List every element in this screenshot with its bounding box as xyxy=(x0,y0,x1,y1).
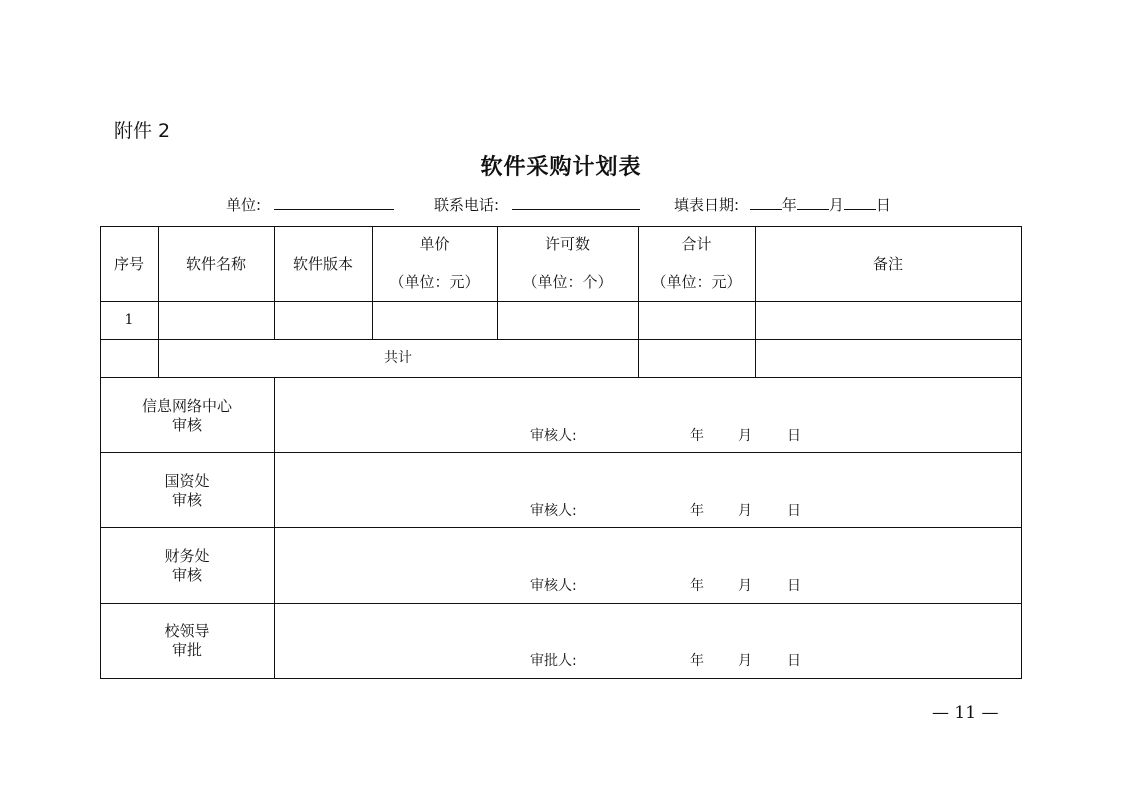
approver-label: 审批人: xyxy=(530,653,577,669)
phone-blank xyxy=(512,195,640,210)
review-action-label: 审核 xyxy=(171,491,202,509)
year-blank xyxy=(750,195,782,210)
review-month: 月 xyxy=(738,578,752,594)
review-month: 月 xyxy=(738,503,752,519)
review-day: 日 xyxy=(787,653,801,669)
header-unit-price-unit: （单位：元） xyxy=(389,273,480,291)
col-divider xyxy=(274,377,275,679)
review-year: 年 xyxy=(690,503,704,519)
date-label: 填表日期: xyxy=(674,196,740,214)
header-total: 合计 xyxy=(681,235,712,253)
sum-label: 共计 xyxy=(384,350,412,366)
unit-price-cell[interactable] xyxy=(372,301,497,339)
review-day: 日 xyxy=(787,578,801,594)
total-cell[interactable] xyxy=(638,301,755,339)
reviewer-label: 审核人: xyxy=(530,578,577,594)
attachment-label: 附件 2 xyxy=(114,120,171,142)
review-dept-label: 国资处 xyxy=(164,472,210,490)
header-license-count: 许可数 xyxy=(544,235,590,253)
day-label: 日 xyxy=(875,196,891,214)
review-dept-label: 信息网络中心 xyxy=(141,397,232,415)
review-month: 月 xyxy=(738,428,752,444)
reviewer-label: 审核人: xyxy=(530,503,577,519)
review-action-label: 审核 xyxy=(171,566,202,584)
header-software-version: 软件版本 xyxy=(292,254,353,273)
review-dept-label: 校领导 xyxy=(164,622,210,640)
date-field xyxy=(674,194,891,215)
reviewer-label: 审核人: xyxy=(530,428,577,444)
unit-label: 单位: xyxy=(226,196,262,214)
row-divider xyxy=(100,527,1022,528)
review-action-label: 审核 xyxy=(171,416,202,434)
table-border-right xyxy=(1021,226,1022,679)
header-license-count-unit: （单位：个） xyxy=(522,273,613,291)
software-version-cell[interactable] xyxy=(274,301,372,339)
header-seq: 序号 xyxy=(113,254,144,273)
form-title: 软件采购计划表 xyxy=(480,155,642,180)
month-blank xyxy=(797,195,829,210)
row-divider xyxy=(100,452,1022,453)
review-month: 月 xyxy=(738,653,752,669)
row-divider xyxy=(100,603,1022,604)
review-year: 年 xyxy=(690,653,704,669)
phone-field xyxy=(434,194,640,215)
table-border-bottom xyxy=(100,678,1022,679)
page-number: — 11 — xyxy=(932,703,999,723)
day-blank xyxy=(844,195,876,210)
sum-remarks-cell[interactable] xyxy=(755,339,1021,377)
year-label: 年 xyxy=(781,196,797,214)
unit-blank xyxy=(274,195,394,210)
review-day: 日 xyxy=(787,503,801,519)
remarks-cell[interactable] xyxy=(755,301,1021,339)
month-label: 月 xyxy=(828,196,844,214)
review-action-label: 审批 xyxy=(171,641,202,659)
review-year: 年 xyxy=(690,578,704,594)
review-dept-label: 财务处 xyxy=(164,547,210,565)
sum-total-cell[interactable] xyxy=(638,339,755,377)
header-remarks: 备注 xyxy=(872,254,903,273)
review-year: 年 xyxy=(690,428,704,444)
row-seq-cell: 1 xyxy=(124,312,134,328)
header-unit-price: 单价 xyxy=(419,235,450,253)
unit-field xyxy=(226,194,394,215)
header-software-name: 软件名称 xyxy=(185,254,246,273)
row-divider xyxy=(100,377,1022,378)
license-count-cell[interactable] xyxy=(497,301,638,339)
software-name-cell[interactable] xyxy=(158,301,274,339)
phone-label: 联系电话: xyxy=(434,196,500,214)
header-total-unit: （单位：元） xyxy=(651,273,742,291)
review-day: 日 xyxy=(787,428,801,444)
